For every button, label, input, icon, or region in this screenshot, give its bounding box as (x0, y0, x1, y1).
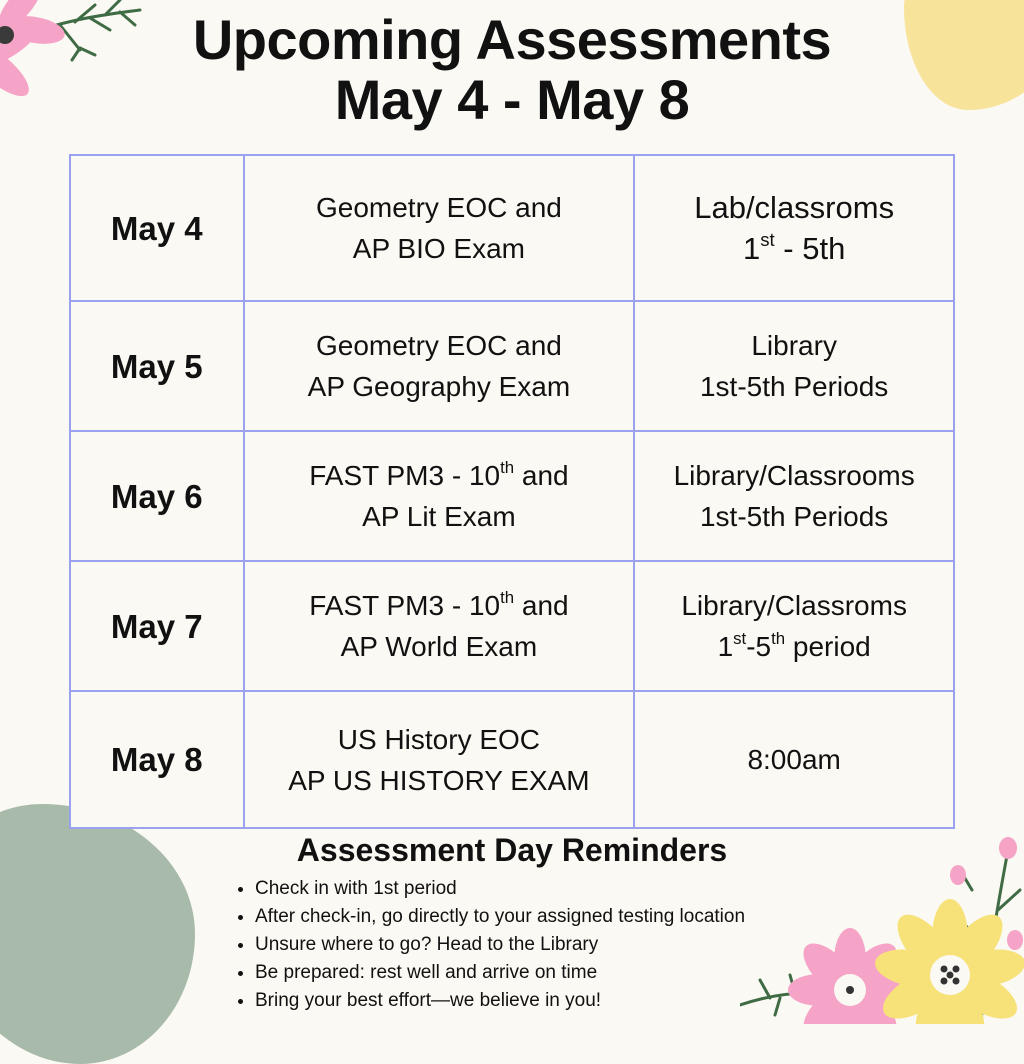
cell-line (251, 585, 628, 626)
page-title (0, 10, 1024, 130)
reminder-item: • Bring your best effort—we believe in you! (255, 987, 745, 1015)
cell-text: Geometry EOC and (315, 330, 562, 361)
cell-line (641, 455, 947, 496)
cell-line (641, 187, 947, 228)
cell-text: 1 (742, 231, 761, 266)
cell-line (641, 585, 947, 626)
cell-line (641, 228, 947, 269)
cell-line (641, 739, 947, 780)
reminders-list (235, 875, 745, 1015)
cell-text: and (514, 460, 569, 491)
table-row (70, 561, 954, 691)
date-cell: May 4 (70, 155, 244, 301)
cell-text: Library/Classrooms (673, 460, 915, 491)
cell-text: FAST PM3 - 10 (309, 460, 501, 491)
cell-line (251, 228, 628, 269)
cell-line (251, 496, 628, 537)
cell-text: Library (751, 330, 837, 361)
cell-line (251, 719, 628, 760)
exam-cell (244, 155, 635, 301)
location-cell (634, 431, 954, 561)
exam-cell (244, 691, 635, 828)
superscript-text: st (733, 629, 747, 648)
cell-line (641, 626, 947, 667)
cell-text: AP Geography Exam (307, 371, 571, 402)
cell-text: period (785, 631, 871, 662)
date-cell: May 5 (70, 301, 244, 431)
cell-line (641, 496, 947, 537)
exam-cell (244, 301, 635, 431)
cell-line (641, 325, 947, 366)
cell-text: US History EOC (337, 723, 541, 755)
cell-text: FAST PM3 - 10 (309, 590, 501, 621)
superscript-text: th (500, 588, 515, 607)
cell-text: Lab/classroms (694, 190, 895, 225)
location-cell (634, 155, 954, 301)
cell-text: and (514, 590, 569, 621)
date-cell: May 6 (70, 431, 244, 561)
cell-text: Library/Classroms (681, 590, 907, 621)
location-cell (634, 301, 954, 431)
cell-line (641, 366, 947, 407)
cell-text: AP US HISTORY EXAM (288, 764, 590, 796)
cell-text: -5 (746, 631, 772, 662)
cell-line (251, 626, 628, 667)
cell-text: AP World Exam (340, 631, 538, 662)
cell-line (251, 325, 628, 366)
cell-text: - 5th (774, 231, 846, 266)
reminder-item: • Be prepared: rest well and arrive on time (255, 959, 745, 987)
location-cell (634, 561, 954, 691)
cell-text: 1st-5th Periods (699, 371, 889, 402)
location-cell (634, 691, 954, 828)
title-line-1: Upcoming Assessments (192, 8, 832, 71)
cell-text: 1 (717, 631, 734, 662)
cell-line (251, 455, 628, 496)
cell-text: AP BIO Exam (352, 233, 526, 264)
superscript-text: st (760, 228, 775, 250)
superscript-text: th (500, 458, 515, 477)
exam-cell (244, 431, 635, 561)
superscript-text: th (771, 629, 786, 648)
assessment-schedule-table (69, 154, 955, 829)
date-cell: May 8 (70, 691, 244, 828)
cell-line (251, 366, 628, 407)
cell-text: AP Lit Exam (362, 501, 516, 532)
table-row (70, 691, 954, 828)
exam-cell (244, 561, 635, 691)
reminder-item: • After check-in, go directly to your assigned testing location (255, 903, 745, 931)
table-row (70, 431, 954, 561)
title-line-2: May 4 - May 8 (334, 68, 690, 131)
reminder-item: • Unsure where to go? Head to the Library (255, 931, 745, 959)
date-cell: May 7 (70, 561, 244, 691)
table-row (70, 301, 954, 431)
cell-text: Geometry EOC and (315, 192, 562, 223)
table-row (70, 155, 954, 301)
cell-text: 1st-5th Periods (699, 501, 889, 532)
reminders-title: Assessment Day Reminders (296, 832, 728, 868)
reminder-item: • Check in with 1st period (255, 875, 745, 903)
cell-line (251, 187, 628, 228)
cell-line (251, 760, 628, 801)
cell-text: 8:00am (747, 744, 841, 775)
